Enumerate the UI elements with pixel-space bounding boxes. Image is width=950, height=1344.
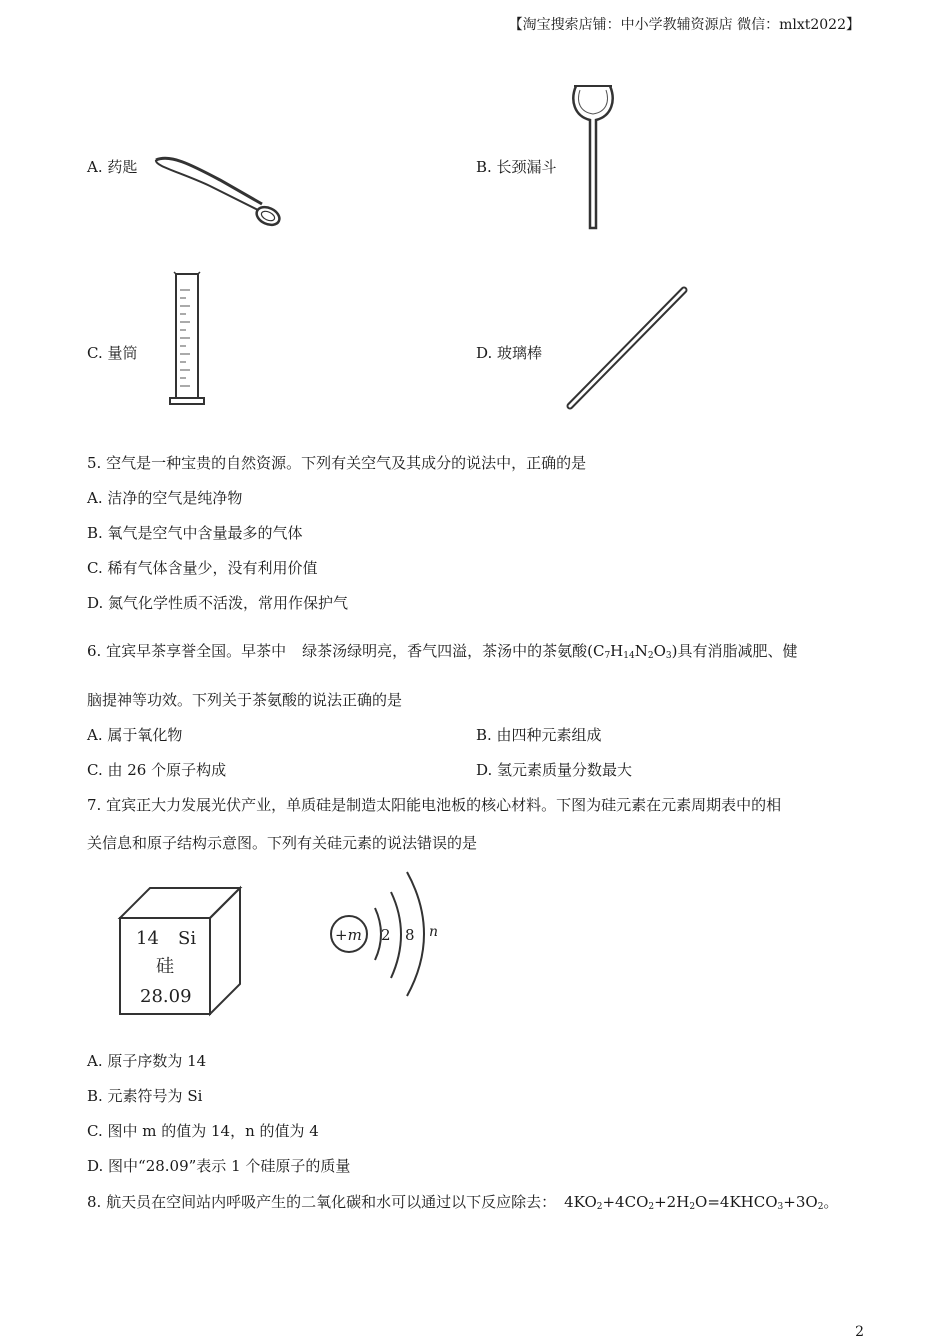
q5-stem: 5. 空气是一种宝贵的自然资源。下列有关空气及其成分的说法中，正确的是 <box>87 454 587 472</box>
element-symbol: Si <box>178 928 197 949</box>
page-header: 【淘宝搜索店铺：中小学教辅资源店 微信：mlxt2022】 <box>508 17 860 33</box>
q6-option-c: C. 由 26 个原子构成 <box>87 761 227 779</box>
element-atomic-number: 14 <box>136 928 159 949</box>
shell-2-electrons: 8 <box>405 926 415 944</box>
page-number: 2 <box>855 1324 864 1340</box>
measuring-cylinder-image <box>168 270 208 408</box>
silicon-element-card <box>116 884 246 1016</box>
shell-3-electrons: n <box>429 924 439 940</box>
silicon-atom-structure-diagram <box>325 866 455 1000</box>
q8-stem <box>87 1191 838 1212</box>
q6-stem-pre: 6. 宜宾早茶享誉全国。早茶中 <box>87 642 287 660</box>
q5-option-c: C. 稀有气体含量少，没有利用价值 <box>87 559 318 577</box>
q5-option-a: A. 洁净的空气是纯净物 <box>87 489 243 507</box>
spoon-image <box>150 150 285 235</box>
q4-option-c: C. 量筒 <box>87 344 138 362</box>
q6-option-d: D. 氢元素质量分数最大 <box>476 761 633 779</box>
q7-stem-line1: 7. 宜宾正大力发展光伏产业，单质硅是制造太阳能电池板的核心材料。下图为硅元素在元素周期表中的相 <box>87 796 782 814</box>
shell-1-electrons: 2 <box>381 926 391 944</box>
q7-stem-line2: 关信息和原子结构示意图。下列有关硅元素的说法错误的是 <box>87 834 478 852</box>
theanine-formula: $C_7H_{14}N_2O_3$ <box>592 642 672 661</box>
q6-stem-mid: 绿茶汤绿明亮，香气四溢，茶汤中的茶氨酸( <box>302 642 593 660</box>
q6-stem-line1 <box>87 640 797 661</box>
element-atomic-mass: 28.09 <box>140 986 192 1007</box>
long-neck-funnel-image <box>568 80 618 232</box>
q6-option-a: A. 属于氧化物 <box>87 726 183 744</box>
q6-stem-post: )具有消脂减肥、健 <box>671 642 798 660</box>
q4-option-a: A. 药匙 <box>87 158 138 176</box>
q8-stem-text: 8. 航天员在空间站内呼吸产生的二氧化碳和水可以通过以下反应除去： <box>87 1193 557 1211</box>
q7-option-a: A. 原子序数为 14 <box>87 1052 207 1070</box>
q5-option-d: D. 氮气化学性质不活泼，常用作保护气 <box>87 594 349 612</box>
glass-rod-image <box>560 282 695 414</box>
q7-option-b: B. 元素符号为 Si <box>87 1087 203 1105</box>
q7-option-c: C. 图中 m 的值为 14，n 的值为 4 <box>87 1122 319 1140</box>
element-name: 硅 <box>156 956 174 977</box>
q6-option-b: B. 由四种元素组成 <box>476 726 602 744</box>
q8-equation: $4KO_2+4CO_2+2H_2O=4KHCO_3+3O_2$。 <box>564 1193 839 1212</box>
nucleus-charge: +m <box>335 926 362 944</box>
q4-option-d: D. 玻璃棒 <box>476 344 543 362</box>
q6-stem-line2: 脑提神等功效。下列关于茶氨酸的说法正确的是 <box>87 691 403 709</box>
q4-option-b: B. 长颈漏斗 <box>476 158 557 176</box>
q7-option-d: D. 图中“28.09”表示 1 个硅原子的质量 <box>87 1157 351 1175</box>
q5-option-b: B. 氧气是空气中含量最多的气体 <box>87 524 303 542</box>
